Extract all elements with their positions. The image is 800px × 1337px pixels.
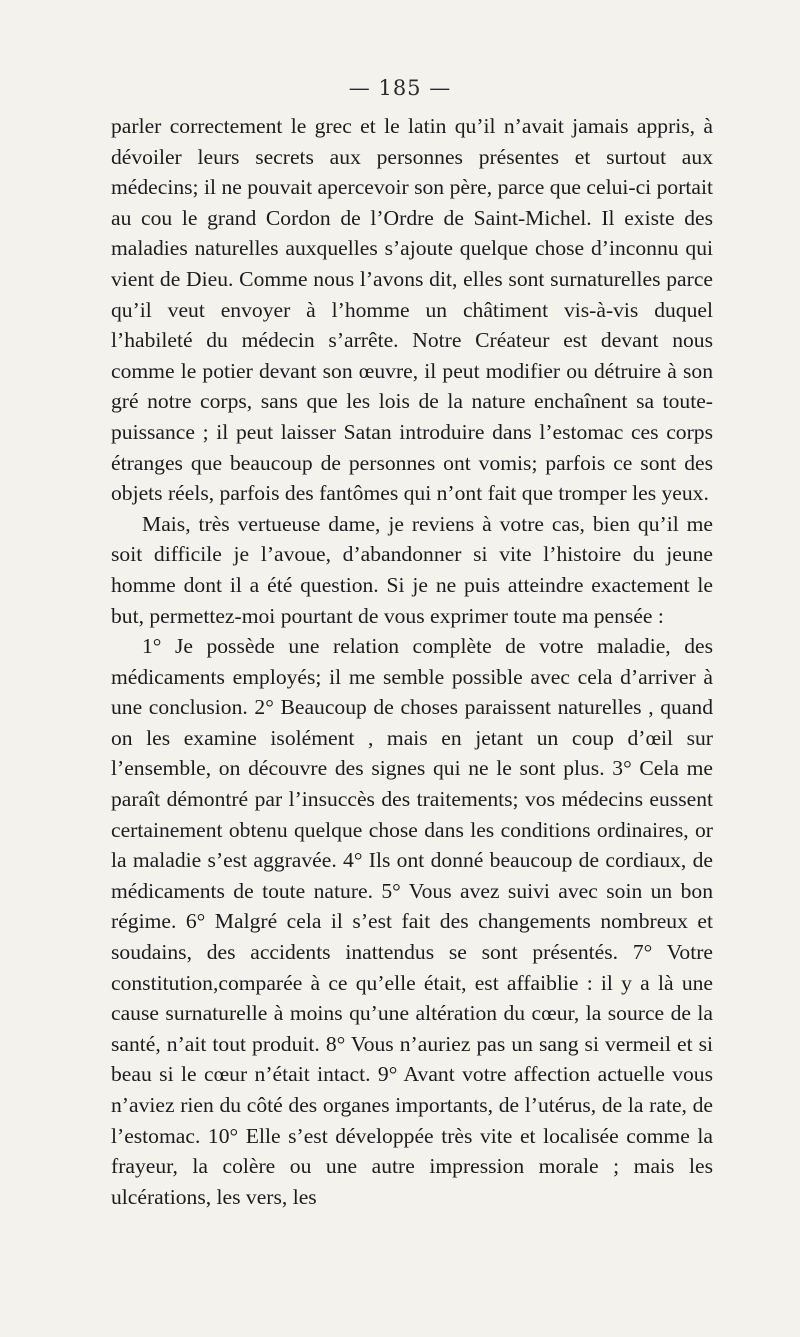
paragraph: parler correctement le grec et le latin qu’il n’avait jamais appris, à dévoiler leurs secrets aux personnes présentes et surtout aux médecins; il ne pouvait apercevoir son père, parce que celui-ci portait au cou le grand Cordon de l’Ordre de Saint-Michel. Il existe des maladies naturelles auxquelles s’ajoute quelque chose d’inconnu qui vient de Dieu. Comme nous l’avons dit, elles sont surnaturelles parce qu’il veut envoyer à l’homme un châtiment vis-à-vis duquel l’habileté du médecin s’arrête. Notre Créateur est devant nous comme le potier devant son œuvre, il peut modifier ou détruire à son gré notre corps, sans que les lois de la nature enchaînent sa toute-puissance ; il peut laisser Satan introduire dans l’estomac ces corps étranges que beaucoup de personnes ont vomis; parfois ce sont des objets réels, parfois des fantômes qui n’ont fait que tromper les yeux. bbox=[111, 114, 713, 506]
body-text bbox=[111, 111, 713, 1212]
page-number: — 185 — bbox=[348, 76, 452, 100]
paragraph: 1° Je possède une relation complète de votre maladie, des médicaments employés; il me semble possible avec cela d’arriver à une conclusion. 2° Beaucoup de choses paraissent naturelles , quand on les examine isolément , mais en jetant un coup d’œil sur l’ensemble, on découvre des signes qui ne le sont plus. 3° Cela me paraît démontré par l’insuccès des traitements; vos médecins eussent certainement obtenu quelque chose dans les conditions ordinaires, or la maladie s’est aggravée. 4° Ils ont donné beaucoup de cordiaux, de médicaments de toute nature. 5° Vous avez suivi avec soin un bon régime. 6° Malgré cela il s’est fait des changements nombreux et soudains, des accidents inattendus se sont présentés. 7° Votre constitution,comparée à ce qu’elle était, est affaiblie : il y a là une cause surnaturelle à moins qu’une altération du cœur, la source de la santé, n’ait tout produit. 8° Vous n’auriez pas un sang si vermeil et si beau si le cœur n’était intact. 9° Avant votre affection actuelle vous n’aviez rien du côté des organes importants, de l’utérus, de la rate, de l’estomac. 10° Elle s’est développée très vite et localisée comme la frayeur, la colère ou une autre impression morale ; mais les ulcérations, les vers, les bbox=[111, 634, 713, 1209]
paragraph: Mais, très vertueuse dame, je reviens à votre cas, bien qu’il me soit difficile je l’avoue, d’abandonner si vite l’histoire du jeune homme dont il a été question. Si je ne puis atteindre exactement le but, permettez-moi pourtant de vous exprimer toute ma pensée : bbox=[111, 511, 713, 628]
